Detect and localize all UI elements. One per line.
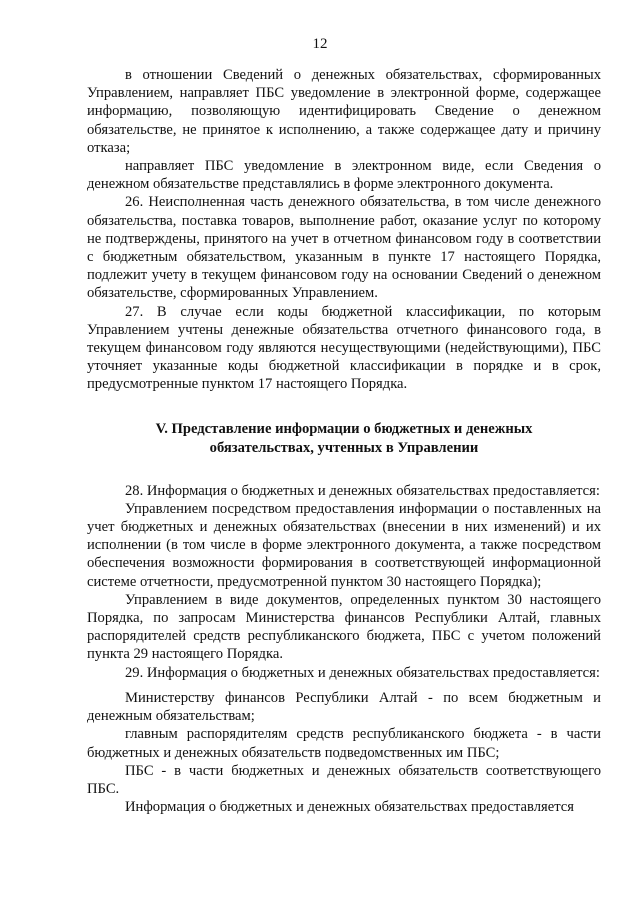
paragraph: Управлением в виде документов, определенных пунктом 30 настоящего Порядка, по запросам Министерства финансов Республики Алтай, главных распорядителей средств республиканского бюджета, ПБС с учетом положений пункта 29 настоящего Порядка. — [87, 591, 601, 663]
paragraph: ПБС - в части бюджетных и денежных обязательств соответствующего ПБС. — [87, 762, 601, 797]
paragraph-item-27: 27. В случае если коды бюджетной классификации, по которым Управлением учтены денежные обязательства отчетного финансового года, в текущем финансовом году являются несуществующими (недействующими), ПБС уточняет указанные коды бюджетной классификации в порядке и в срок, предусмотренные пунктом 17 настоящего Порядка. — [87, 303, 601, 393]
paragraph: Министерству финансов Республики Алтай - по всем бюджетным и денежным обязательствам; — [87, 689, 601, 725]
document-body — [87, 66, 601, 816]
paragraph: Информация о бюджетных и денежных обязательствах предоставляется — [125, 799, 574, 816]
section-heading — [87, 420, 601, 458]
paragraph: направляет ПБС уведомление в электронном виде, если Сведения о денежном обязательстве представлялись в форме электронного документа. — [87, 158, 601, 193]
section-heading-line-2: обязательствах, учтенных в Управлении — [209, 439, 479, 456]
page-number: 12 — [312, 36, 328, 52]
paragraph: в отношении Сведений о денежных обязательствах, сформированных Управлением, направляет ПБС уведомление в электронной форме, содержащее информацию, позволяющую идентифицировать Сведение о денежном обязательстве, не принятое к исполнению, а также содержащее дату и причину отказа; — [87, 67, 601, 156]
paragraph: главным распорядителям средств республиканского бюджета - в части бюджетных и денежных обязательств подведомственных им ПБС; — [87, 726, 601, 761]
section-heading-line-1: V. Представление информации о бюджетных и денежных — [155, 420, 533, 437]
paragraph-item-26: 26. Неисполненная часть денежного обязательства, в том числе денежного обязательства, поставка товаров, выполнение работ, оказание услуг по которому не подтверждены, принятого на учет в отчетном финансовом году в соответствии с бюджетным обязательством, указанным в пункте 17 настоящего Порядка, подлежит учету в текущем финансовом году на основании Сведений о денежном обязательстве, сформированных Управлением. — [87, 194, 601, 302]
paragraph: Управлением посредством предоставления информации о поставленных на учет бюджетных и денежных обязательствах (внесении в них изменений) и их исполнении (в том числе в форме электронного документа, а также посредством обеспечения возможности формирования в соответствующей информационной системе отчетности, предусмотренной пунктом 30 настоящего Порядка); — [87, 500, 601, 590]
paragraph-item-29: 29. Информация о бюджетных и денежных обязательствах предоставляется: — [125, 664, 600, 681]
paragraph-item-28: 28. Информация о бюджетных и денежных обязательствах предоставляется: — [125, 482, 600, 499]
